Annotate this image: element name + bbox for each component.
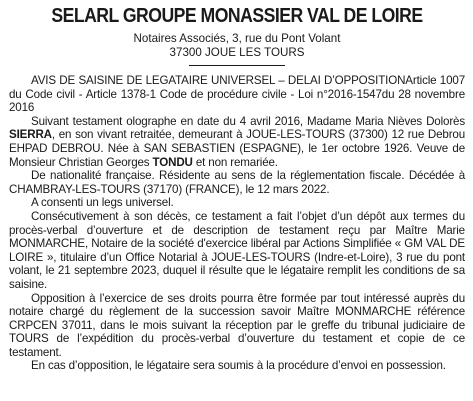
header-divider	[189, 65, 285, 66]
deposit-paragraph: Consécutivement à son décès, ce testament a fait l’objet d’un dépôt aux termes du procès-verbal d’ouverture et de description de testament reçu par Maître Marie MONMARCHE, Notaire de la société d'exercice libéral par Actions Simplifiée « GM VAL DE LOIRE », titulaire d’un Office Notarial à JOUE-LES-TOURS (Indre-et-Loire), 3 rue du pont volant, le 21 septembre 2023, duquel il résulte que le légataire remplit les conditions de sa saisine.	[9, 209, 465, 291]
possession-paragraph: En cas d’opposition, le légataire sera soumis à la procédure d’envoi en possession.	[31, 359, 446, 373]
nationality-paragraph: De nationalité française. Résidente au sens de la réglementation fiscale. Décédée à CHAMBRAY-LES-TOURS (37170) (FRANCE), le 12 mars 2022.	[9, 169, 465, 196]
legacy-paragraph: A consenti un legs universel.	[31, 196, 174, 210]
testament-text-b: , en son vivant retraitée, demeurant à JOUE-LES-TOURS (37300) 12 rue Debrou EHPAD DEBROU. Née à SAN SEBASTIEN (ESPAGNE), le 1er octobre 1926. Veuve de Monsieur Christian Georges	[9, 128, 465, 169]
deceased-surname: SIERRA	[9, 128, 52, 142]
testament-text-c: et non remariée.	[192, 155, 278, 169]
notice-body	[9, 74, 465, 373]
notice-title: SELARL GROUPE MONASSIER VAL DE LOIRE	[51, 4, 423, 27]
spouse-surname: TONDU	[152, 155, 193, 169]
notice-heading-paragraph: AVIS DE SAISINE DE LEGATAIRE UNIVERSEL – DELAI D’OPPOSITIONArticle 1007 du Code civil - Article 1378-1 Code de procédure civile - Loi n°2016-1547du 28 novembre 2016	[9, 74, 465, 115]
notary-postal-city: 37300 JOUE LES TOURS	[169, 46, 305, 59]
testament-paragraph	[9, 115, 465, 169]
legal-notice	[9, 4, 465, 373]
testament-text-a: Suivant testament olographe en date du 4 avril 2016, Madame Maria Nièves Dolorès	[31, 114, 465, 128]
notary-address: Notaires Associés, 3, rue du Pont Volant	[133, 32, 341, 45]
opposition-paragraph: Opposition à l’exercice de ses droits pourra être formée par tout intéressé auprès du notaire chargé du règlement de la succession savoir Maître MONMARCHE référence CRPCEN 37011, dans le mois suivant la réception par le greffe du tribunal judiciaire de TOURS de l’expédition du procès-verbal d’ouverture du testament et copie de ce testament.	[9, 291, 465, 359]
